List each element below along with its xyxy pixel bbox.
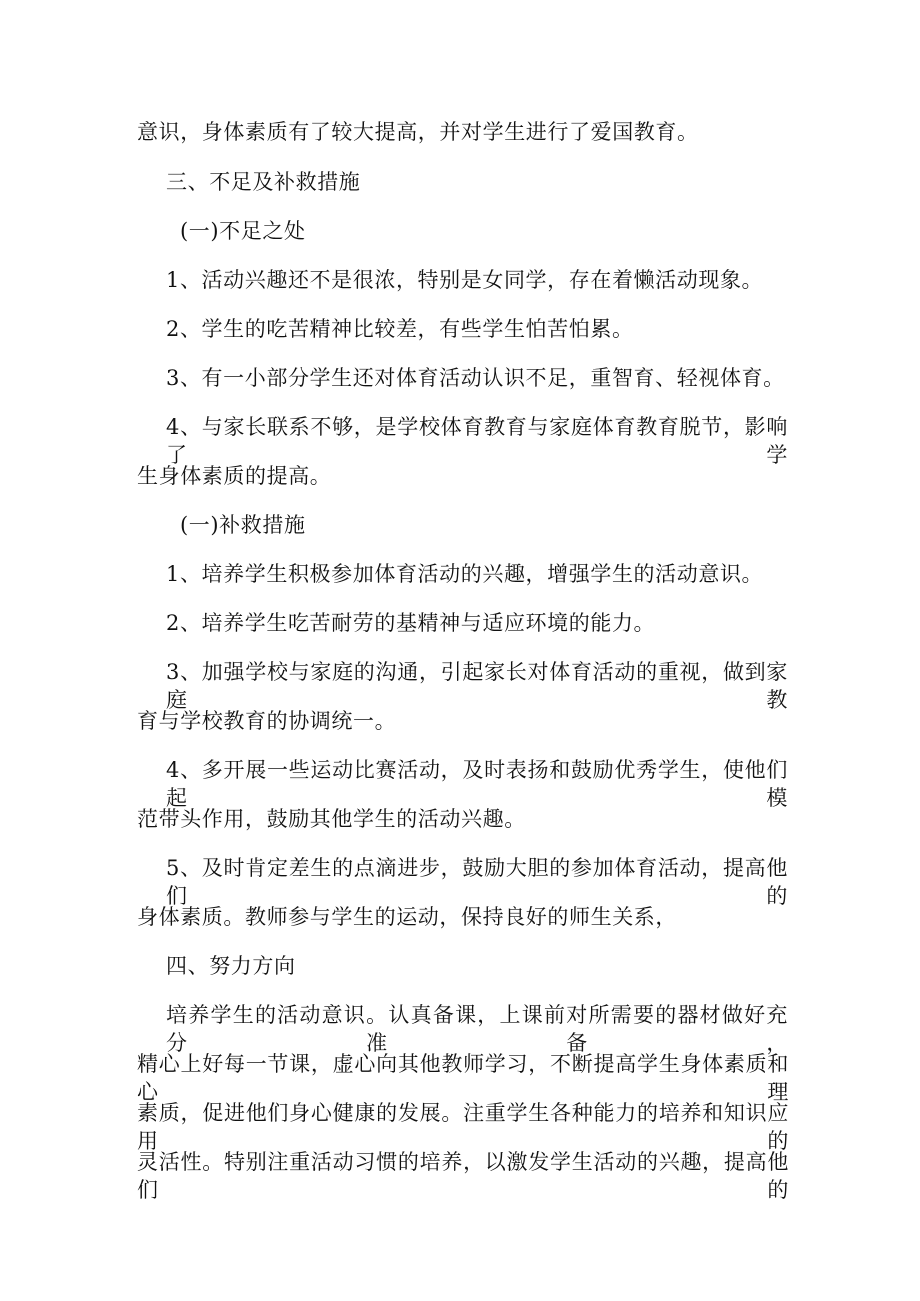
section-heading: 三、不足及补救措施 bbox=[166, 170, 361, 194]
list-item: 3、加强学校与家庭的沟通，引起家长对体育活动的重视，做到家庭教 bbox=[166, 660, 788, 712]
list-item-continuation: 育与学校教育的协调统一。 bbox=[137, 709, 397, 733]
list-item: 5、及时肯定差生的点滴进步，鼓励大胆的参加体育活动，提高他们的 bbox=[166, 856, 788, 908]
list-item: 4、多开展一些运动比赛活动，及时表扬和鼓励优秀学生，使他们起模 bbox=[166, 758, 788, 810]
paragraph-line: 素质，促进他们身心健康的发展。注重学生各种能力的培养和知识应用的 bbox=[137, 1101, 789, 1153]
list-item: 3、有一小部分学生还对体育活动认识不足，重智育、轻视体育。 bbox=[166, 366, 785, 390]
paragraph-line: 精心上好每一节课，虚心向其他教师学习，不断提高学生身体素质和心理 bbox=[137, 1052, 789, 1104]
list-item-continuation: 身体素质。教师参与学生的运动，保持良好的师生关系， bbox=[137, 905, 677, 929]
paragraph-line: 意识，身体素质有了较大提高，并对学生进行了爱国教育。 bbox=[137, 120, 699, 144]
subsection-heading: (一)不足之处 bbox=[180, 219, 306, 243]
list-item: 1、活动兴趣还不是很浓，特别是女同学，存在着懒活动现象。 bbox=[166, 268, 764, 292]
list-item-continuation: 范带头作用，鼓励其他学生的活动兴趣。 bbox=[137, 807, 526, 831]
subsection-heading: (一)补救措施 bbox=[180, 513, 306, 537]
section-heading: 四、努力方向 bbox=[166, 954, 296, 978]
paragraph-line: 培养学生的活动意识。认真备课，上课前对所需要的器材做好充分准备， bbox=[166, 1003, 788, 1055]
list-item: 1、培养学生积极参加体育活动的兴趣，增强学生的活动意识。 bbox=[166, 562, 764, 586]
list-item-continuation: 生身体素质的提高。 bbox=[137, 464, 332, 488]
list-item: 2、学生的吃苦精神比较差，有些学生怕苦怕累。 bbox=[166, 317, 634, 341]
paragraph-line: 灵活性。特别注重活动习惯的培养，以激发学生活动的兴趣，提高他们的 bbox=[137, 1150, 789, 1202]
list-item: 4、与家长联系不够，是学校体育教育与家庭体育教育脱节，影响了学 bbox=[166, 415, 788, 467]
list-item: 2、培养学生吃苦耐劳的基精神与适应环境的能力。 bbox=[166, 611, 656, 635]
